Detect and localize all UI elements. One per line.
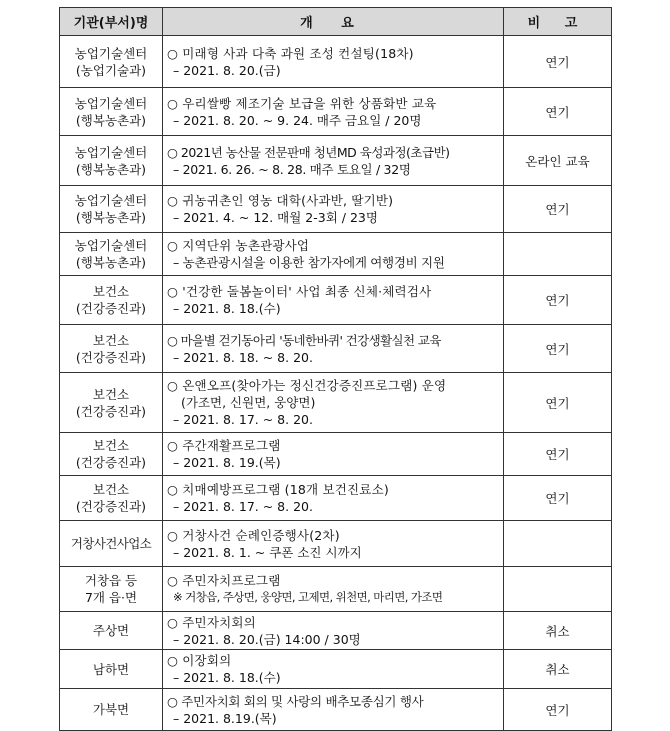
header-summary: 개 요 <box>163 8 504 36</box>
table-row <box>60 567 612 612</box>
table-row <box>60 373 612 433</box>
summary-cell: ○ 우리쌀빵 제조기술 보급을 위한 상품화반 교육 – 2021. 8. 20. ~ 9. 24. 매주 금요일 / 20명 <box>163 88 504 136</box>
remarks-cell: 연기 <box>504 476 612 521</box>
remarks-cell: 취소 <box>504 650 612 689</box>
remarks-cell: 연기 <box>504 689 612 731</box>
table-row <box>60 476 612 521</box>
org-cell: 농업기술센터 (행복농촌과) <box>60 186 163 233</box>
summary-cell: ○ '건강한 돌봄놀이터' 사업 최종 신체·체력검사 – 2021. 8. 18.(수) <box>163 276 504 325</box>
summary-cell: ○ 주민자치회 회의 및 사랑의 배추모종심기 행사 – 2021. 8.19.(목) <box>163 689 504 731</box>
table-row <box>60 689 612 731</box>
summary-cell: ○ 주민자치회의 – 2021. 8. 20.(금) 14:00 / 30명 <box>163 612 504 650</box>
header-org: 기관(부서)명 <box>60 8 163 36</box>
org-cell: 농업기술센터 (행복농촌과) <box>60 88 163 136</box>
summary-cell: ○ 지역단위 농촌관광사업 – 농촌관광시설을 이용한 참가자에게 여행경비 지원 <box>163 233 504 276</box>
table-row <box>60 276 612 325</box>
org-cell: 주상면 <box>60 612 163 650</box>
summary-cell: ○ 귀농귀촌인 영농 대학(사과반, 딸기반) – 2021. 4. ~ 12. 매월 2-3회 / 23명 <box>163 186 504 233</box>
org-cell: 보건소 (건강증진과) <box>60 433 163 476</box>
summary-cell: ○ 거창사건 순례인증행사(2차) – 2021. 8. 1. ~ 쿠폰 소진 시까지 <box>163 521 504 567</box>
remarks-cell: 연기 <box>504 325 612 373</box>
table-row <box>60 36 612 88</box>
remarks-cell: 연기 <box>504 373 612 433</box>
org-cell: 거창사건사업소 <box>60 521 163 567</box>
remarks-cell <box>504 233 612 276</box>
remarks-cell: 연기 <box>504 433 612 476</box>
org-cell: 보건소 (건강증진과) <box>60 325 163 373</box>
org-cell: 가북면 <box>60 689 163 731</box>
remarks-cell: 온라인 교육 <box>504 136 612 186</box>
org-cell: 농업기술센터 (행복농촌과) <box>60 136 163 186</box>
summary-cell: ○ 온앤오프(찾아가는 정신건강증진프로그램) 운영 (가조면, 신원면, 웅양면) – 2021. 8. 17. ~ 8. 20. <box>163 373 504 433</box>
table-row <box>60 88 612 136</box>
org-cell: 농업기술센터 (행복농촌과) <box>60 233 163 276</box>
table-row <box>60 612 612 650</box>
summary-cell: ○ 이장회의 – 2021. 8. 18.(수) <box>163 650 504 689</box>
org-cell: 보건소 (건강증진과) <box>60 476 163 521</box>
table-row <box>60 521 612 567</box>
summary-cell: ○ 치매예방프로그램 (18개 보건진료소) – 2021. 8. 17. ~ 8. 20. <box>163 476 504 521</box>
remarks-cell: 연기 <box>504 186 612 233</box>
remarks-cell: 취소 <box>504 612 612 650</box>
remarks-cell <box>504 521 612 567</box>
summary-cell: ○ 주간재활프로그램 – 2021. 8. 19.(목) <box>163 433 504 476</box>
table-row <box>60 233 612 276</box>
org-cell: 보건소 (건강증진과) <box>60 373 163 433</box>
remarks-cell: 연기 <box>504 88 612 136</box>
org-cell: 남하면 <box>60 650 163 689</box>
table-header-row <box>60 8 612 36</box>
remarks-cell: 연기 <box>504 36 612 88</box>
remarks-cell: 연기 <box>504 276 612 325</box>
remarks-cell <box>504 567 612 612</box>
summary-cell: ○ 미래형 사과 다축 과원 조성 컨설팅(18차) – 2021. 8. 20.(금) <box>163 36 504 88</box>
header-remarks: 비 고 <box>504 8 612 36</box>
org-cell: 농업기술센터 (농업기술과) <box>60 36 163 88</box>
org-cell: 거창읍 등 7개 읍·면 <box>60 567 163 612</box>
table-row <box>60 650 612 689</box>
summary-cell: ○ 2021년 농산물 전문판매 청년MD 육성과정(초급반) – 2021. 6. 26. ~ 8. 28. 매주 토요일 / 32명 <box>163 136 504 186</box>
table-row <box>60 186 612 233</box>
table-row <box>60 136 612 186</box>
table-row <box>60 325 612 373</box>
summary-cell: ○ 마을별 걷기동아리 '동네한바퀴' 건강생활실천 교육 – 2021. 8. 18. ~ 8. 20. <box>163 325 504 373</box>
schedule-table <box>59 7 612 731</box>
org-cell: 보건소 (건강증진과) <box>60 276 163 325</box>
summary-cell: ○ 주민자치프로그램 ※ 거창읍, 주상면, 웅양면, 고제면, 위천면, 마리면, 가조면 <box>163 567 504 612</box>
table-row <box>60 433 612 476</box>
